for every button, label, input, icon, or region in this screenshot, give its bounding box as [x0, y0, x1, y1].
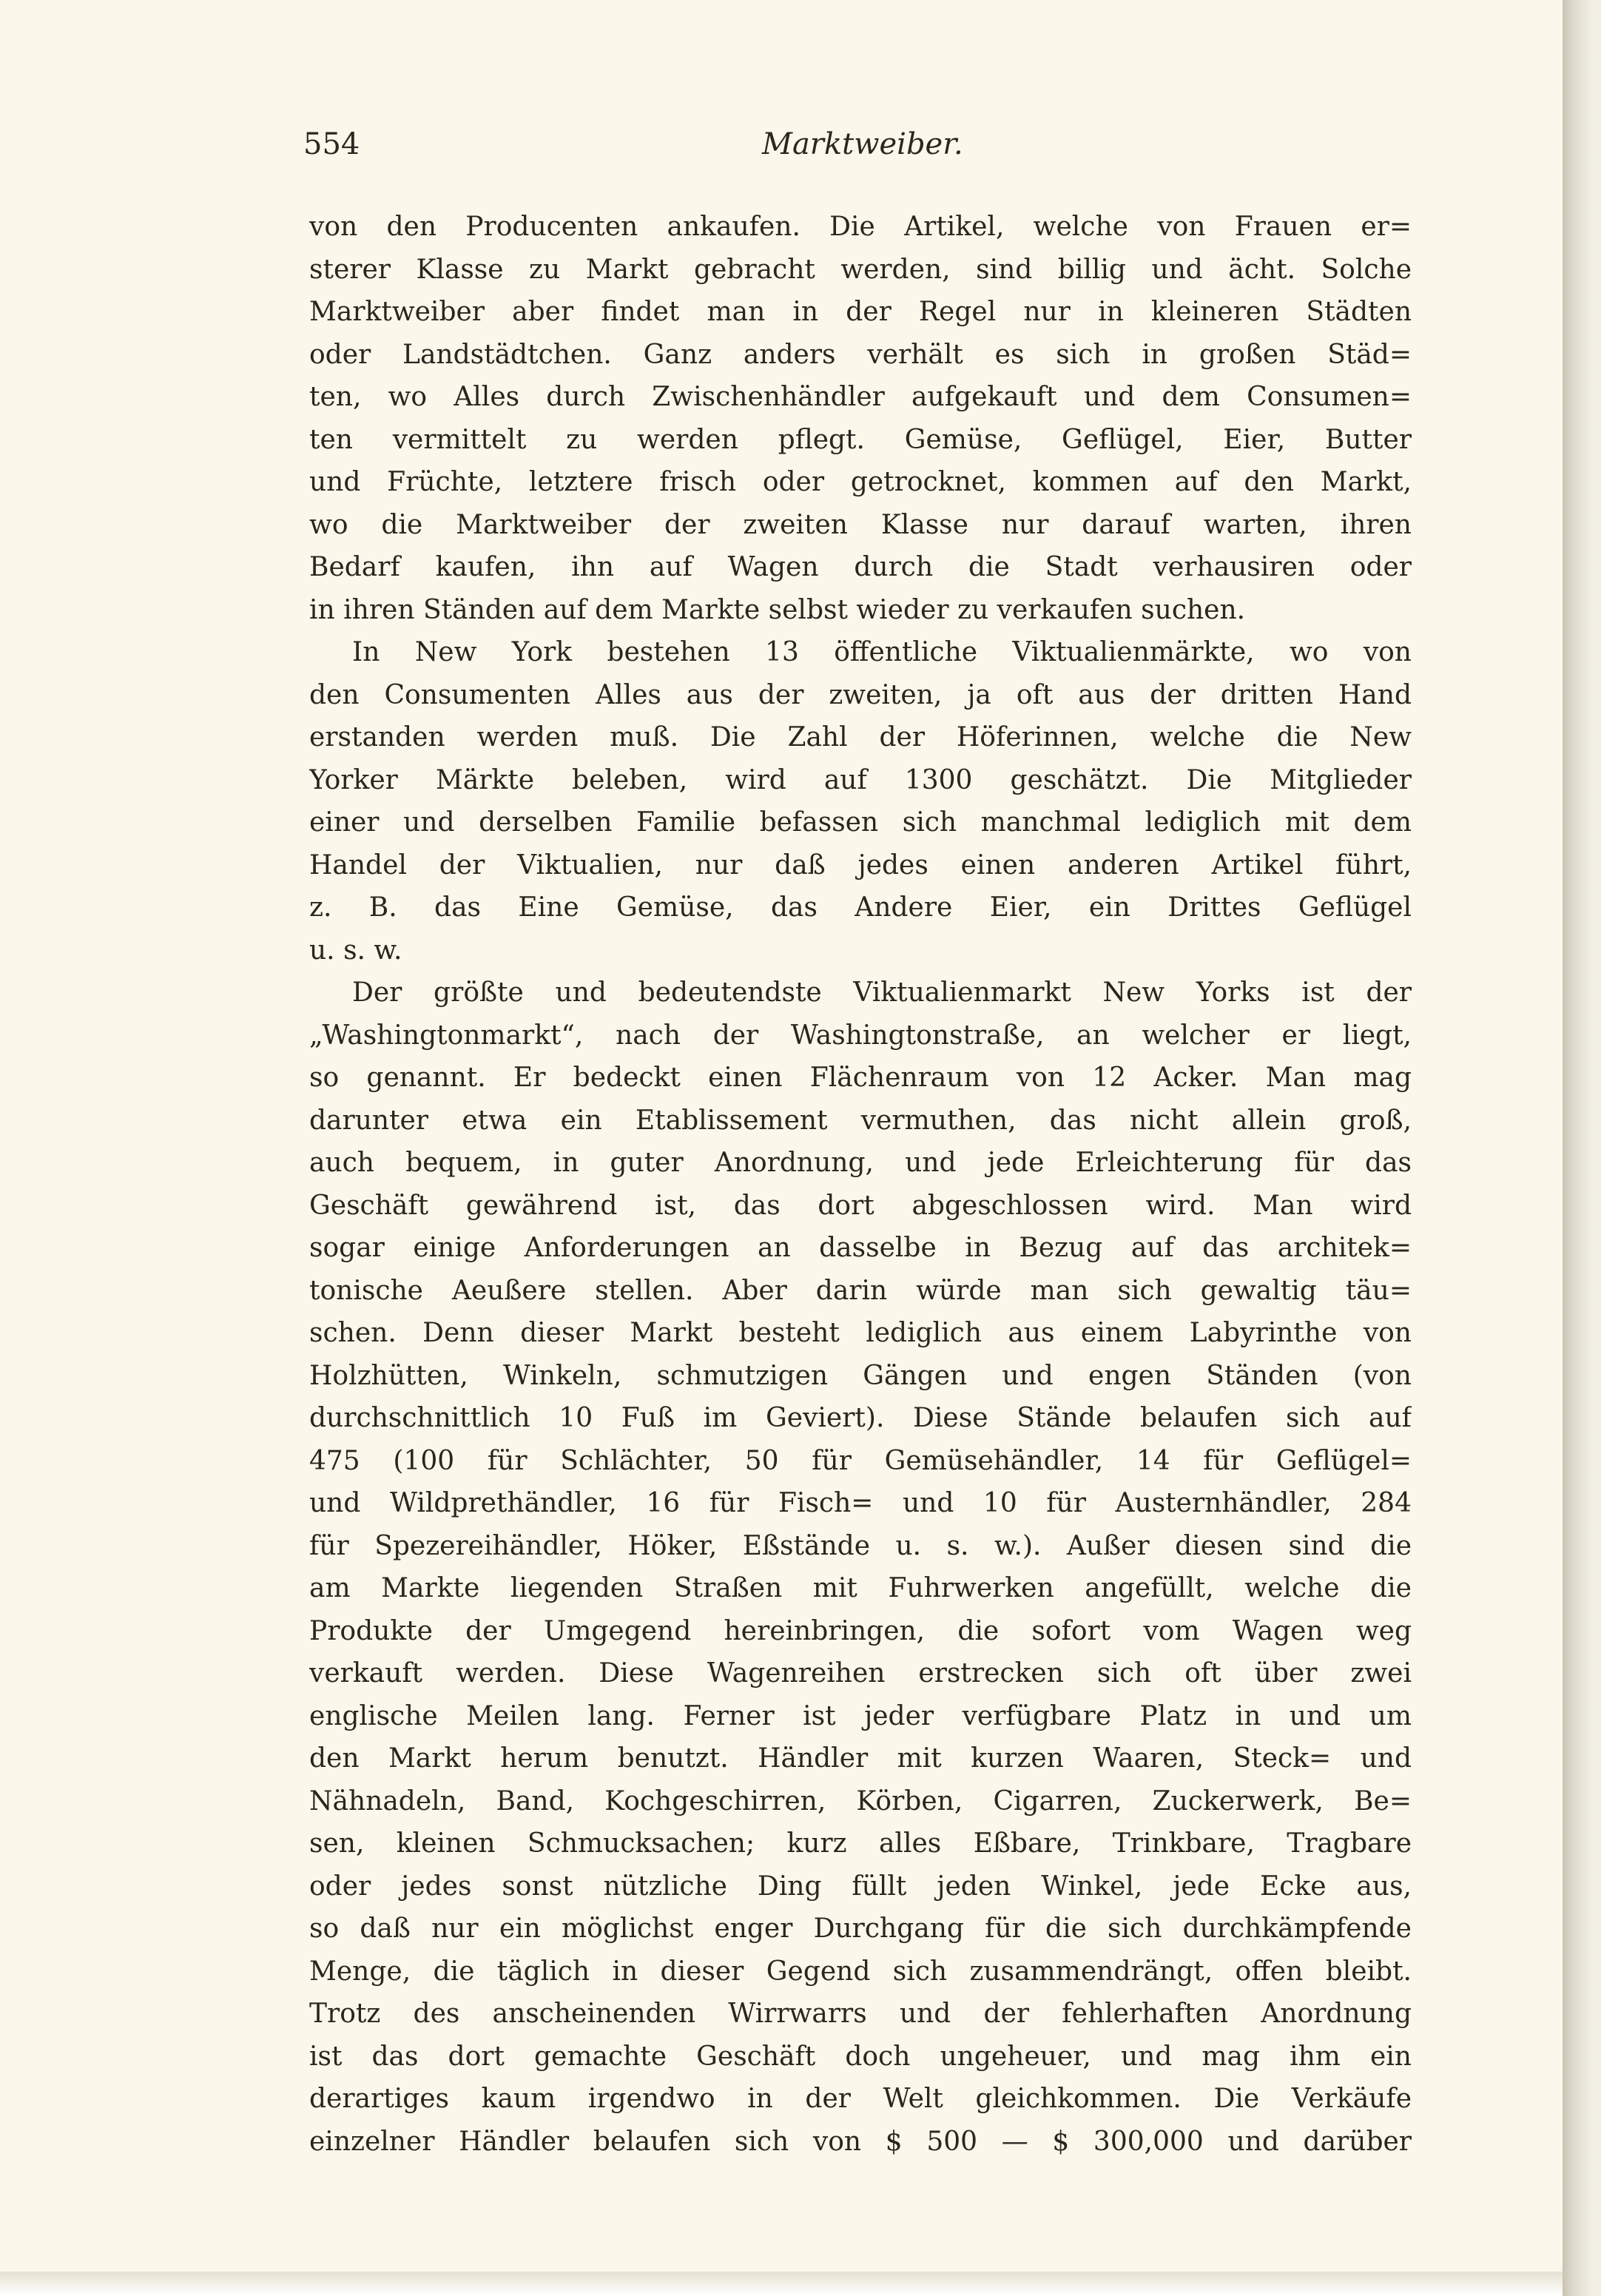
text-line: ist das dort gemachte Geschäft doch ungeheuer, und mag ihm ein: [309, 2041, 1412, 2072]
page-bottom-edge: [0, 2272, 1563, 2296]
text-line: in ihren Ständen auf dem Markte selbst wieder zu verkaufen suchen.: [309, 594, 1246, 625]
text-line: Menge, die täglich in dieser Gegend sich zusammendrängt, offen bleibt.: [309, 1956, 1412, 1987]
text-line: Marktweiber aber findet man in der Regel nur in kleineren Städten: [309, 297, 1412, 327]
text-line: u. s. w.: [309, 935, 402, 966]
text-line: auch bequem, in guter Anordnung, und jede Erleichterung für das: [309, 1148, 1412, 1178]
text-line: durchschnittlich 10 Fuß im Geviert). Diese Stände belaufen sich auf: [309, 1403, 1412, 1433]
page-number: 554: [303, 127, 360, 161]
text-line: den Consumenten Alles aus der zweiten, ja oft aus der dritten Hand: [309, 679, 1412, 710]
text-line: derartiges kaum irgendwo in der Welt gleichkommen. Die Verkäufe: [309, 2084, 1412, 2114]
text-line: so genannt. Er bedeckt einen Flächenraum von 12 Acker. Man mag: [309, 1063, 1412, 1093]
text-line: oder jedes sonst nützliche Ding füllt jeden Winkel, jede Ecke aus,: [309, 1871, 1412, 1902]
text-line: und Wildprethändler, 16 für Fisch= und 10 für Austernhändler, 284: [309, 1488, 1412, 1518]
text-line: Bedarf kaufen, ihn auf Wagen durch die Stadt verhausiren oder: [309, 552, 1412, 582]
text-line: Trotz des anscheinenden Wirrwarrs und der fehlerhaften Anordnung: [309, 1999, 1412, 2029]
text-line: sen, kleinen Schmucksachen; kurz alles Eßbare, Trinkbare, Tragbare: [309, 1828, 1412, 1859]
text-line: Nähnadeln, Band, Kochgeschirren, Körben, Cigarren, Zuckerwerk, Be=: [309, 1785, 1412, 1817]
text-line: Der größte und bedeutendste Viktualienmarkt New Yorks ist der: [352, 977, 1412, 1008]
text-line: oder Landstädtchen. Ganz anders verhält es sich in großen Städ=: [309, 339, 1412, 370]
text-line: sterer Klasse zu Markt gebracht werden, sind billig und ächt. Solche: [309, 254, 1412, 285]
text-line: z. B. das Eine Gemüse, das Andere Eier, ein Drittes Geflügel: [309, 892, 1412, 923]
text-line: tonische Aeußere stellen. Aber darin würde man sich gewaltig täu=: [309, 1275, 1412, 1306]
text-line: In New York bestehen 13 öffentliche Viktualienmärkte, wo von: [352, 637, 1412, 667]
text-line: Handel der Viktualien, nur daß jedes einen anderen Artikel führt,: [309, 849, 1412, 881]
text-line: einzelner Händler belaufen sich von $ 500 — $ 300,000 und darüber: [309, 2126, 1412, 2157]
body-text: [309, 206, 1412, 2163]
text-line: schen. Denn dieser Markt besteht lediglich aus einem Labyrinthe von: [309, 1318, 1412, 1348]
text-line: erstanden werden muß. Die Zahl der Höferinnen, welche die New: [309, 722, 1412, 753]
text-line: am Markte liegenden Straßen mit Fuhrwerken angefüllt, welche die: [309, 1573, 1412, 1603]
running-head: Marktweiber.: [762, 127, 963, 161]
text-line: sogar einige Anforderungen an dasselbe in Bezug auf das architek=: [309, 1233, 1412, 1263]
text-line: einer und derselben Familie befassen sich manchmal lediglich mit dem: [309, 807, 1412, 838]
text-line: von den Producenten ankaufen. Die Artikel, welche von Frauen er=: [309, 212, 1412, 242]
text-line: Geschäft gewährend ist, das dort abgeschlossen wird. Man wird: [309, 1190, 1412, 1221]
text-line: verkauft werden. Diese Wagenreihen erstrecken sich oft über zwei: [309, 1658, 1412, 1689]
text-line: Produkte der Umgegend hereinbringen, die sofort vom Wagen weg: [309, 1615, 1412, 1646]
text-line: englische Meilen lang. Ferner ist jeder verfügbare Platz in und um: [309, 1700, 1412, 1731]
text-line: darunter etwa ein Etablissement vermuthen, das nicht allein groß,: [309, 1105, 1412, 1136]
text-line: und Früchte, letztere frisch oder getrocknet, kommen auf den Markt,: [309, 467, 1412, 497]
text-line: so daß nur ein möglichst enger Durchgang für die sich durchkämpfende: [309, 1913, 1412, 1944]
text-line: den Markt herum benutzt. Händler mit kurzen Waaren, Steck= und: [309, 1743, 1412, 1774]
text-line: 475 (100 für Schlächter, 50 für Gemüsehändler, 14 für Geflügel=: [309, 1445, 1412, 1476]
text-line: wo die Marktweiber der zweiten Klasse nur darauf warten, ihren: [309, 509, 1412, 540]
text-line: „Washingtonmarkt“, nach der Washingtonstraße, an welcher er liegt,: [309, 1020, 1412, 1051]
text-line: ten, wo Alles durch Zwischenhändler aufgekauft und dem Consumen=: [309, 382, 1412, 412]
page-header: [303, 127, 1413, 179]
text-line: für Spezereihändler, Höker, Eßstände u. s. w.). Außer diesen sind die: [309, 1530, 1412, 1561]
text-line: Holzhütten, Winkeln, schmutzigen Gängen und engen Ständen (von: [309, 1360, 1412, 1391]
page-binding-edge: [1563, 0, 1601, 2296]
text-line: Yorker Märkte beleben, wird auf 1300 geschätzt. Die Mitglieder: [309, 764, 1412, 795]
text-line: ten vermittelt zu werden pflegt. Gemüse, Geflügel, Eier, Butter: [309, 424, 1412, 455]
